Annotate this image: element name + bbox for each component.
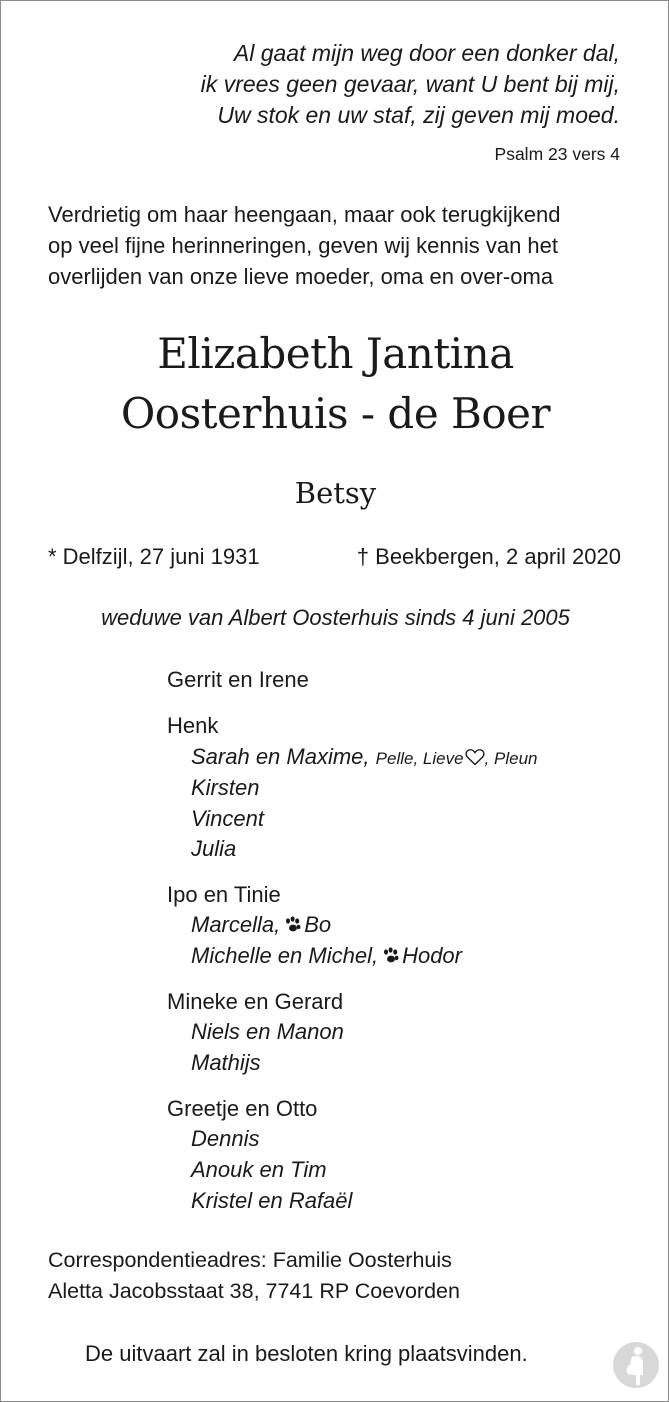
widow-line: weduwe van Albert Oosterhuis sinds 4 juni 2005 — [101, 605, 570, 630]
death-info: † Beekbergen, 2 april 2020 — [356, 544, 621, 569]
paw-print-icon — [382, 945, 400, 971]
mourning-figure-logo — [612, 1341, 660, 1389]
intro-line-1: Verdrietig om haar heengaan, maar ook terugkijkend — [48, 202, 561, 227]
grandchild-name: Michelle en Michel, — [191, 943, 379, 968]
paw-print-icon — [284, 914, 302, 940]
intro-line-2: op veel fijne herinneringen, geven wij kennis van het — [48, 233, 558, 258]
poem-line-2: ik vrees geen gevaar, want U bent bij mij, — [200, 71, 620, 97]
family-child-2: Henk — [167, 713, 219, 738]
pet-name: Bo — [304, 912, 332, 937]
grandchild-row — [191, 943, 462, 971]
grandchild-anouk: Anouk en Tim — [191, 1157, 327, 1182]
deceased-surnames: Oosterhuis - de Boer — [120, 389, 551, 438]
grandchild-julia: Julia — [191, 836, 237, 861]
poem-line-3: Uw stok en uw staf, zij geven mij moed. — [217, 102, 620, 128]
great-grandchildren-a: Pelle, Lieve — [375, 749, 464, 768]
deceased-first-names: Elizabeth Jantina — [157, 329, 514, 378]
grandchild-name: Sarah en Maxime, — [191, 744, 370, 769]
intro-line-3: overlijden van onze lieve moeder, oma en over-oma — [48, 264, 554, 289]
family-child-4: Mineke en Gerard — [167, 989, 344, 1014]
grandchild-mathijs: Mathijs — [191, 1050, 261, 1075]
family-child-1: Gerrit en Irene — [167, 667, 309, 692]
grandchild-dennis: Dennis — [191, 1126, 260, 1151]
funeral-note: De uitvaart zal in besloten kring plaatsvinden. — [85, 1341, 528, 1366]
grandchild-kirsten: Kirsten — [191, 775, 260, 800]
grandchild-name: Marcella, — [191, 912, 281, 937]
great-grandchildren-b: , Pleun — [484, 749, 538, 768]
grandchild-vincent: Vincent — [191, 806, 264, 831]
grandchild-row — [191, 744, 537, 772]
grandchild-kristel: Kristel en Rafaël — [191, 1188, 353, 1213]
birth-info: * Delfzijl, 27 juni 1931 — [48, 544, 260, 569]
poem-source: Psalm 23 vers 4 — [494, 144, 620, 164]
poem-line-1: Al gaat mijn weg door een donker dal, — [233, 40, 620, 66]
deceased-nickname: Betsy — [294, 476, 377, 510]
heart-outline-icon — [465, 746, 485, 772]
pet-name: Hodor — [402, 943, 462, 968]
correspondence-line-2: Aletta Jacobsstaat 38, 7741 RP Coevorden — [48, 1279, 460, 1303]
grandchild-row — [191, 912, 331, 940]
family-child-3: Ipo en Tinie — [167, 882, 281, 907]
grandchild-niels: Niels en Manon — [191, 1019, 344, 1044]
correspondence-line-1: Correspondentieadres: Familie Oosterhuis — [48, 1248, 452, 1272]
family-child-5: Greetje en Otto — [167, 1096, 318, 1121]
